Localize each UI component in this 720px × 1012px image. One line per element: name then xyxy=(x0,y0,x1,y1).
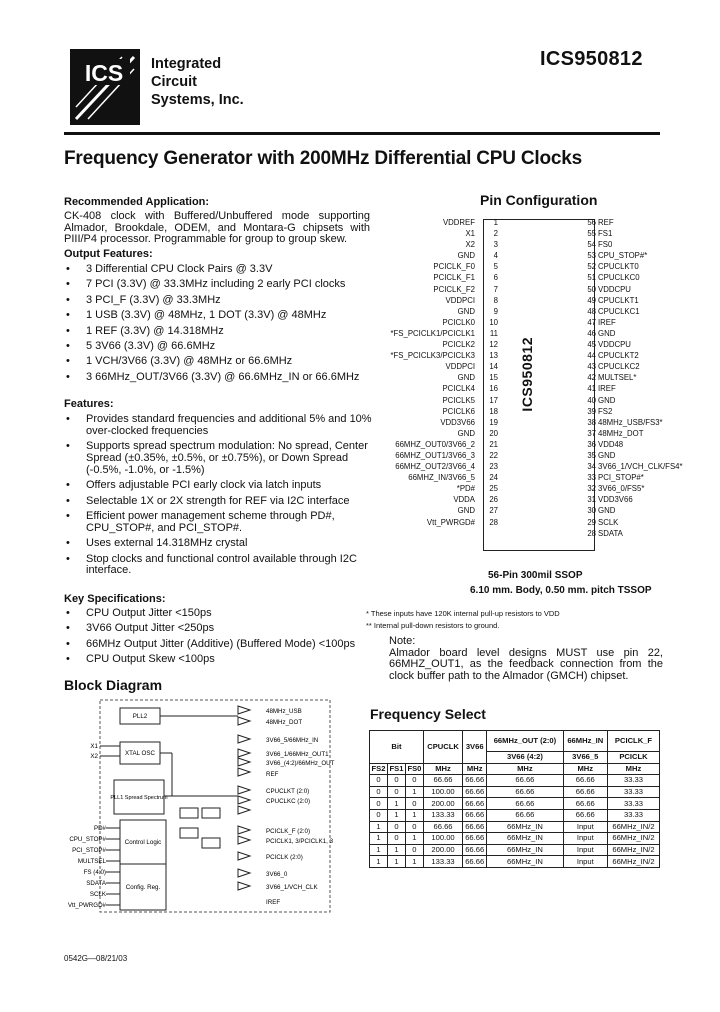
pin-name: VDD3V66 xyxy=(440,417,475,427)
table-row xyxy=(370,821,660,833)
freq-select-table xyxy=(369,730,660,868)
pin-name: CPUCLKT2 xyxy=(598,351,639,361)
table-cell: 1 xyxy=(370,833,388,845)
pin-number: 19 xyxy=(489,417,498,427)
table-cell: 1 xyxy=(405,786,423,798)
table-row xyxy=(370,856,660,868)
pin-number: 42 xyxy=(587,373,596,383)
table-cell: 0 xyxy=(370,809,388,821)
output-48mhz-usb: 48MHz_USB xyxy=(266,708,302,715)
table-cell: 66.66 xyxy=(487,798,563,810)
features-list xyxy=(64,414,376,581)
table-header: MHz xyxy=(607,763,659,775)
pin-name: 66MHZ_OUT0/3V66_2 xyxy=(395,439,475,449)
table-header: 66MHz_IN xyxy=(563,731,607,752)
table-header: CPUCLK xyxy=(423,731,462,764)
pin-name: VDDPCI xyxy=(445,295,475,305)
pin-number: 40 xyxy=(587,395,596,405)
list-item: • Offers adjustable PCI early clock via latch inputs xyxy=(64,480,376,492)
table-header: FS1 xyxy=(387,763,405,775)
input-x1: X1 xyxy=(90,743,98,750)
ics-logo xyxy=(68,47,142,127)
table-cell: 66MHz_IN/2 xyxy=(607,856,659,868)
input-multsel: MULTSEL xyxy=(77,858,106,865)
pin-name: VDDCPU xyxy=(598,340,631,350)
pin-number: 14 xyxy=(489,362,498,372)
table-cell: 66.66 xyxy=(463,798,487,810)
pin-name: CPUCLKC1 xyxy=(598,306,640,316)
list-item: • 5 3V66 (3.3V) @ 66.6MHz xyxy=(64,341,374,353)
table-cell: 66MHz_IN xyxy=(487,844,563,856)
table-cell: 1 xyxy=(387,856,405,868)
output-3v66-4-2: 3V66_(4:2)/66MHz_OUT xyxy=(266,760,335,767)
header-rule xyxy=(64,132,660,135)
pin-number: 45 xyxy=(587,340,596,350)
table-cell: 66MHz_IN xyxy=(487,856,563,868)
pin-number: 35 xyxy=(587,450,596,460)
recommended-text: CK-408 clock with Buffered/Unbuffered mode supporting Almador, Brookdale, ODEM, and Montara-G chipsets with PIII/P4 processor. Programmable for group to group skew. xyxy=(64,210,370,246)
table-cell: 66MHz_IN xyxy=(487,833,563,845)
pin-number: 5 xyxy=(493,262,498,272)
pll2-label: PLL2 xyxy=(132,713,148,720)
list-item: • 3 66MHz_OUT/3V66 (3.3V) @ 66.6MHz_IN or 66.6MHz xyxy=(64,372,374,384)
table-cell: 0 xyxy=(405,775,423,787)
pll1-label: PLL1 Spread Spectrum xyxy=(110,795,168,801)
pin-name: 48MHz_USB/FS3* xyxy=(598,417,663,427)
list-item: • 1 VCH/3V66 (3.3V) @ 48MHz or 66.6MHz xyxy=(64,356,374,368)
output-48mhz-dot: 48MHz_DOT xyxy=(266,719,303,726)
pin-number: 38 xyxy=(587,417,596,427)
table-header: PCICLK xyxy=(607,752,659,764)
pin-name: GND xyxy=(457,428,475,438)
pin-number: 32 xyxy=(587,484,596,494)
table-cell: 66.66 xyxy=(463,809,487,821)
pin-name: VDDA xyxy=(453,495,475,505)
part-number: ICS950812 xyxy=(540,48,643,70)
table-cell: 0 xyxy=(370,798,388,810)
table-cell: 66.66 xyxy=(563,786,607,798)
pin-number: 48 xyxy=(587,306,596,316)
pin-name: 48MHz_DOT xyxy=(598,428,644,438)
chip-label: ICS950812 xyxy=(519,337,535,412)
pin-number: 47 xyxy=(587,317,596,327)
pin-number: 54 xyxy=(587,240,596,250)
footnote-2: ** Internal pull-down resistors to ground. xyxy=(366,621,500,630)
pin-number: 36 xyxy=(587,439,596,449)
pin-number: 50 xyxy=(587,284,596,294)
output-3v66-1: 3V66_1/66MHz_OUT1 xyxy=(266,751,329,758)
recommended-heading: Recommended Application: xyxy=(64,196,210,208)
pin-name: Vtt_PWRGD# xyxy=(426,517,475,527)
table-cell: 66MHz_IN/2 xyxy=(607,833,659,845)
table-cell: 100.00 xyxy=(423,833,462,845)
pin-number: 37 xyxy=(587,428,596,438)
output-pciclk-f: PCICLK_F (2:0) xyxy=(266,828,311,835)
pin-name: CPUCLKT1 xyxy=(598,295,639,305)
right-pin-names xyxy=(598,217,708,539)
pin-number: 4 xyxy=(493,251,498,261)
pin-name: PCICLK4 xyxy=(442,384,475,394)
table-header: PCICLK_F xyxy=(607,731,659,752)
company-line: Systems, Inc. xyxy=(151,92,244,108)
table-cell: 1 xyxy=(387,844,405,856)
package-line-1: 56-Pin 300mil SSOP xyxy=(488,570,583,581)
pin-name: PCICLK2 xyxy=(442,340,475,350)
output-pciclk: PCICLK (2:0) xyxy=(266,854,303,861)
pin-name: FS2 xyxy=(598,406,613,416)
table-cell: 33.33 xyxy=(607,786,659,798)
table-cell: 66.66 xyxy=(463,856,487,868)
table-cell: 33.33 xyxy=(607,798,659,810)
table-cell: 66.66 xyxy=(463,844,487,856)
pin-name: VDDREF xyxy=(442,218,475,227)
pin-number: 17 xyxy=(489,395,498,405)
output-features-list xyxy=(64,264,374,387)
pin-number: 39 xyxy=(587,406,596,416)
right-pin-numbers xyxy=(576,217,596,539)
table-cell: 0 xyxy=(405,821,423,833)
pin-number: 46 xyxy=(587,328,596,338)
pin-number: 41 xyxy=(587,384,596,394)
pin-name: VDDCPU xyxy=(598,284,631,294)
pin-name: 66MHZ_IN/3V66_5 xyxy=(408,473,475,483)
pin-number: 9 xyxy=(493,306,498,316)
table-header: MHz xyxy=(487,763,563,775)
pin-number: 34 xyxy=(587,462,596,472)
output-3v66-1-vch: 3V66_1/VCH_CLK xyxy=(266,884,318,891)
pin-number: 33 xyxy=(587,473,596,483)
list-item: • 1 USB (3.3V) @ 48MHz, 1 DOT (3.3V) @ 48MHz xyxy=(64,310,374,322)
table-cell: Input xyxy=(563,833,607,845)
pin-number: 55 xyxy=(587,229,596,239)
pin-number: 27 xyxy=(489,506,498,516)
table-cell: 1 xyxy=(387,809,405,821)
table-cell: 0 xyxy=(405,844,423,856)
list-item: • Selectable 1X or 2X strength for REF via I2C interface xyxy=(64,496,376,508)
table-cell: 1 xyxy=(405,856,423,868)
pin-number: 53 xyxy=(587,251,596,261)
table-header: 66MHz_OUT (2:0) xyxy=(487,731,563,752)
pin-name: PCICLK_F2 xyxy=(433,284,475,294)
pin-number: 24 xyxy=(489,473,498,483)
input-fs: FS (4:0) xyxy=(83,869,106,876)
table-cell: 66MHz_IN/2 xyxy=(607,821,659,833)
pin-name: VDD48 xyxy=(598,439,624,449)
pin-name: GND xyxy=(457,373,475,383)
table-cell: 1 xyxy=(370,821,388,833)
table-header: MHz xyxy=(463,763,487,775)
pin-number: 23 xyxy=(489,462,498,472)
list-item: • 1 REF (3.3V) @ 14.318MHz xyxy=(64,326,374,338)
pin-number: 30 xyxy=(587,506,596,516)
pin-number: 6 xyxy=(493,273,498,283)
table-cell: 33.33 xyxy=(607,775,659,787)
note-text: Almador board level designs MUST use pin 22, 66MHZ_OUT1, as the feedback connection from the clock buffer path to the Almador (GMCH) chipset. xyxy=(389,646,663,682)
package-line-2: 6.10 mm. Body, 0.50 mm. pitch TSSOP xyxy=(470,585,652,596)
pin-number: 51 xyxy=(587,273,596,283)
output-features-heading: Output Features: xyxy=(64,248,153,260)
pin-name: GND xyxy=(598,328,616,338)
pin-name: GND xyxy=(457,506,475,516)
pin-number: 15 xyxy=(489,373,498,383)
table-cell: 200.00 xyxy=(423,844,462,856)
note-label: Note: xyxy=(389,635,416,647)
table-row xyxy=(370,844,660,856)
table-cell: 66.66 xyxy=(563,809,607,821)
pin-number: 43 xyxy=(587,362,596,372)
company-line: Circuit xyxy=(151,74,197,90)
pin-number: 22 xyxy=(489,450,498,460)
table-cell: 0 xyxy=(387,775,405,787)
table-cell: 66.66 xyxy=(423,821,462,833)
table-cell: 66MHz_IN xyxy=(487,821,563,833)
table-cell: 66.66 xyxy=(463,833,487,845)
company-line: Integrated xyxy=(151,56,222,72)
pin-name: PCICLK_F0 xyxy=(433,262,475,272)
table-cell: 1 xyxy=(387,798,405,810)
pin-name: PCICLK6 xyxy=(442,406,475,416)
table-cell: 1 xyxy=(405,809,423,821)
note-block xyxy=(389,636,663,682)
table-cell: Input xyxy=(563,844,607,856)
table-cell: 1 xyxy=(370,856,388,868)
pin-name: GND xyxy=(457,306,475,316)
table-cell: 66.66 xyxy=(487,786,563,798)
block-diagram-heading: Block Diagram xyxy=(64,677,163,693)
list-item: • 3V66 Output Jitter <250ps xyxy=(64,623,384,635)
table-row xyxy=(370,833,660,845)
pin-number: 31 xyxy=(587,495,596,505)
pin-number: 26 xyxy=(489,495,498,505)
table-cell: 133.33 xyxy=(423,809,462,821)
list-item: • Uses external 14.318MHz crystal xyxy=(64,538,376,550)
table-cell: 66.66 xyxy=(423,775,462,787)
pin-number: 49 xyxy=(587,295,596,305)
key-specs-list xyxy=(64,608,384,670)
table-row xyxy=(370,775,660,787)
list-item: • 66MHz Output Jitter (Additive) (Buffered Mode) <100ps xyxy=(64,639,384,651)
table-header: FS2 xyxy=(370,763,388,775)
pin-number: 10 xyxy=(489,317,498,327)
list-item: • Provides standard frequencies and additional 5% and 10% over-clocked frequencies xyxy=(64,414,376,438)
pin-number: 11 xyxy=(489,328,498,338)
table-row xyxy=(370,809,660,821)
pin-name: CPUCLKC2 xyxy=(598,362,640,372)
table-header: Bit xyxy=(370,731,424,764)
freq-select-heading: Frequency Select xyxy=(370,706,486,722)
xtal-label: XTAL OSC xyxy=(125,750,155,757)
table-cell: 1 xyxy=(370,844,388,856)
document-footer: 0542G—08/21/03 xyxy=(64,954,128,963)
pin-name: PCICLK5 xyxy=(442,395,475,405)
table-cell: 66.66 xyxy=(563,798,607,810)
table-header: 3V66 xyxy=(463,731,487,764)
table-cell: 0 xyxy=(370,775,388,787)
table-cell: 0 xyxy=(405,798,423,810)
table-row xyxy=(370,798,660,810)
pin-number: 29 xyxy=(587,517,596,527)
block-diagram xyxy=(62,696,362,946)
output-3v66-5: 3V66_5/66MHz_IN xyxy=(266,737,319,744)
pin-name: GND xyxy=(598,506,616,516)
pin-name: IREF xyxy=(598,384,616,394)
table-header: FS0 xyxy=(405,763,423,775)
pin-number: 16 xyxy=(489,384,498,394)
pin-number: 28 xyxy=(587,528,596,538)
pin-name: GND xyxy=(457,251,475,261)
pin-number: 12 xyxy=(489,340,498,350)
table-cell: 66.66 xyxy=(463,775,487,787)
page-title: Frequency Generator with 200MHz Differential CPU Clocks xyxy=(64,148,582,169)
output-ref: REF xyxy=(266,771,279,778)
pin-number: 25 xyxy=(489,484,498,494)
input-sclk: SCLK xyxy=(89,891,106,898)
pin-name: GND xyxy=(598,450,616,460)
pin-name: PCICLK_F1 xyxy=(433,273,475,283)
features-heading: Features: xyxy=(64,398,114,410)
pin-name: GND xyxy=(598,395,616,405)
pin-name: CPUCLKC0 xyxy=(598,273,640,283)
table-cell: Input xyxy=(563,856,607,868)
pin-name: 66MHZ_OUT1/3V66_3 xyxy=(395,450,475,460)
table-cell: 66.66 xyxy=(487,809,563,821)
table-cell: 100.00 xyxy=(423,786,462,798)
table-cell: 66.66 xyxy=(463,786,487,798)
pin-config-heading: Pin Configuration xyxy=(480,192,598,208)
output-pciclk1-3: PCICLK1, 3/PCICLK1, 3 xyxy=(266,838,334,845)
table-cell: 66.66 xyxy=(487,775,563,787)
table-cell: 66.66 xyxy=(463,821,487,833)
pin-name: SCLK xyxy=(598,517,619,527)
table-cell: 0 xyxy=(387,833,405,845)
list-item: • CPU Output Skew <100ps xyxy=(64,654,384,666)
table-cell: 0 xyxy=(387,821,405,833)
input-cpu-stop: CPU_STOP# xyxy=(69,836,106,843)
table-cell: 66MHz_IN/2 xyxy=(607,844,659,856)
list-item: • 7 PCI (3.3V) @ 33.3MHz including 2 early PCI clocks xyxy=(64,279,374,291)
input-vtt-pwrgd: Vtt_PWRGD# xyxy=(67,902,106,909)
config-reg-label: Config. Reg. xyxy=(125,884,161,891)
pin-number: 8 xyxy=(493,295,498,305)
output-3v66-0: 3V66_0 xyxy=(266,871,288,878)
table-header: 3V66 (4:2) xyxy=(487,752,563,764)
control-logic-label: Control Logic xyxy=(124,839,162,846)
footnote-1: * These inputs have 120K internal pull-up resistors to VDD xyxy=(366,609,560,618)
table-cell: 33.33 xyxy=(607,809,659,821)
table-cell: 1 xyxy=(405,833,423,845)
table-row xyxy=(370,786,660,798)
pin-name: CPU_STOP#* xyxy=(598,251,648,261)
pin-number: 44 xyxy=(587,351,596,361)
pin-name: 3V66_0/FS5* xyxy=(598,484,645,494)
input-sdata: SDATA xyxy=(86,880,106,887)
pin-number: 1 xyxy=(493,218,498,227)
pin-name: VDD3V66 xyxy=(598,495,633,505)
pin-number: 7 xyxy=(493,284,498,294)
pin-name: IREF xyxy=(598,317,616,327)
pin-number: 28 xyxy=(489,517,498,527)
pin-number: 18 xyxy=(489,406,498,416)
table-cell: 133.33 xyxy=(423,856,462,868)
table-header: MHz xyxy=(423,763,462,775)
pin-name: MULTSEL* xyxy=(598,373,637,383)
list-item: • 3 PCI_F (3.3V) @ 33.3MHz xyxy=(64,295,374,307)
table-cell: 0 xyxy=(387,786,405,798)
output-cpuclkc: CPUCLKC (2:0) xyxy=(266,798,311,805)
pin-name: SDATA xyxy=(598,528,623,538)
pin-name: REF xyxy=(598,218,614,227)
pin-name: FS1 xyxy=(598,229,613,239)
output-cpuclkt: CPUCLKT (2:0) xyxy=(266,788,310,795)
pin-number: 20 xyxy=(489,428,498,438)
table-cell: 200.00 xyxy=(423,798,462,810)
pin-name: PCICLK0 xyxy=(442,317,475,327)
table-cell: Input xyxy=(563,821,607,833)
list-item: • Supports spread spectrum modulation: No spread, Center Spread (±0.35%, ±0.5%, or ±0.75%), or Down Spread (-0.5%, -1.0%, or -1.5%) xyxy=(64,441,376,476)
pin-name: *FS_PCICLK1/PCICLK1 xyxy=(390,328,475,338)
key-specs-heading: Key Specifications: xyxy=(64,593,166,605)
list-item: • 3 Differential CPU Clock Pairs @ 3.3V xyxy=(64,264,374,276)
table-cell: 0 xyxy=(370,786,388,798)
pin-name: PCI_STOP#* xyxy=(598,473,644,483)
pin-number: 56 xyxy=(587,218,596,227)
input-pd: PD# xyxy=(93,825,106,832)
pin-number: 3 xyxy=(493,240,498,250)
pin-name: 66MHZ_OUT2/3V66_4 xyxy=(395,462,475,472)
pin-name: 3V66_1/VCH_CLK/FS4* xyxy=(598,462,683,472)
list-item: • Efficient power management scheme through PD#, CPU_STOP#, and PCI_STOP#. xyxy=(64,511,376,535)
pin-name: *PD# xyxy=(456,484,475,494)
pin-name: X2 xyxy=(465,240,475,250)
list-item: • Stop clocks and functional control available through I2C interface. xyxy=(64,554,376,578)
logo-text: ICS xyxy=(84,60,124,86)
pin-name: X1 xyxy=(465,229,475,239)
pin-name: VDDPCI xyxy=(445,362,475,372)
list-item: • CPU Output Jitter <150ps xyxy=(64,608,384,620)
output-iref: IREF xyxy=(266,899,281,906)
table-header: 3V66_5 xyxy=(563,752,607,764)
pin-number: 13 xyxy=(489,351,498,361)
pin-number: 2 xyxy=(493,229,498,239)
pin-name: CPUCLKT0 xyxy=(598,262,639,272)
pin-number: 52 xyxy=(587,262,596,272)
input-pci-stop: PCI_STOP# xyxy=(72,847,106,854)
pin-name: *FS_PCICLK3/PCICLK3 xyxy=(390,351,475,361)
input-x2: X2 xyxy=(90,753,98,760)
company-name xyxy=(151,55,271,109)
pin-number: 21 xyxy=(489,439,498,449)
pin-name: FS0 xyxy=(598,240,613,250)
left-pin-numbers xyxy=(478,217,498,528)
left-pin-names xyxy=(372,217,475,528)
table-cell: 66.66 xyxy=(563,775,607,787)
table-header: MHz xyxy=(563,763,607,775)
